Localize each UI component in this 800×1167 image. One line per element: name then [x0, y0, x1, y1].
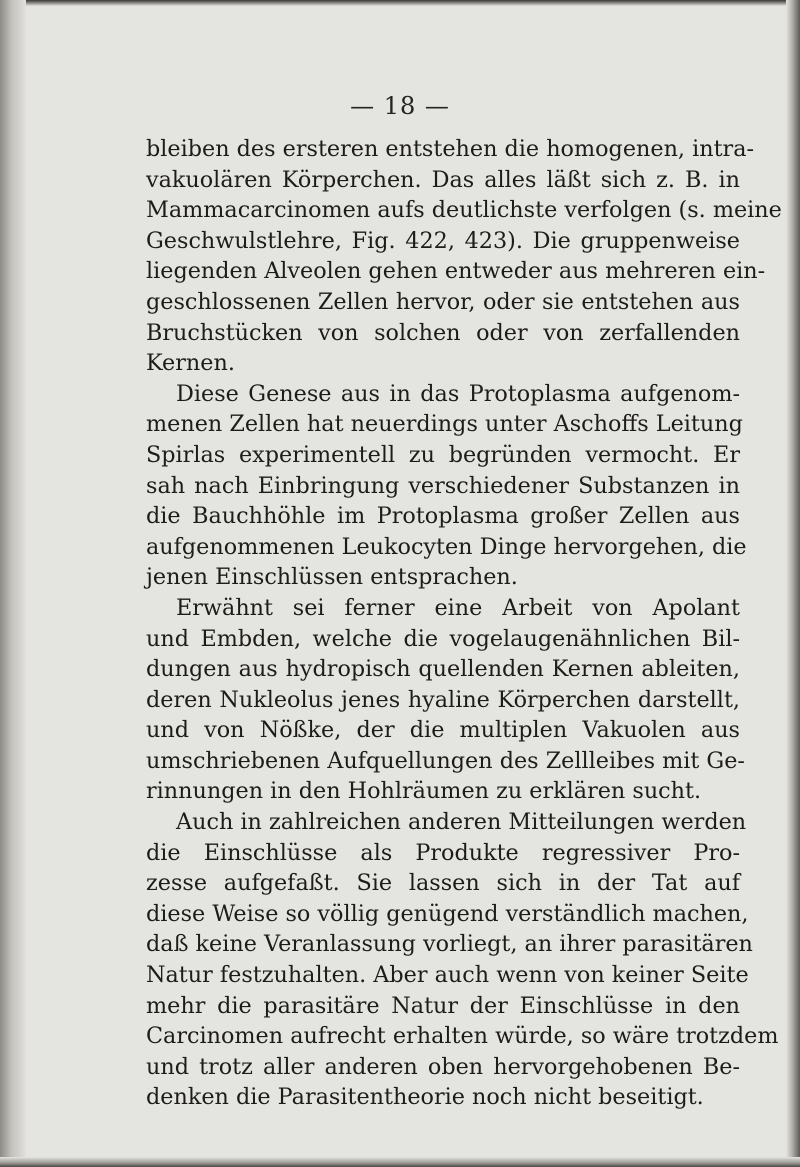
text-line: menen Zellen hat neuerdings unter Aschoffs Leitung	[146, 411, 743, 438]
text-line: dungen aus hydropisch quellenden Kernen ableiten,	[146, 656, 740, 683]
text-line: diese Weise so völlig genügend verständlich machen,	[146, 900, 749, 927]
page-bottom-edge	[0, 1157, 800, 1167]
text-line: aufgenommenen Leukocyten Dinge hervorgehen, die	[146, 533, 747, 560]
text-line: daß keine Veranlassung vorliegt, an ihrer parasitären	[146, 931, 753, 958]
text-line: vakuolären Körperchen. Das alles läßt sich z. B. in	[146, 166, 740, 193]
text-line: geschlossenen Zellen hervor, oder sie entstehen aus	[146, 288, 740, 315]
text-line: und von Nößke, der die multiplen Vakuolen aus	[146, 717, 740, 744]
text-line: mehr die parasitäre Natur der Einschlüsse in den	[146, 992, 740, 1019]
paragraph	[146, 593, 745, 807]
text-line: deren Nukleolus jenes hyaline Körperchen darstellt,	[146, 686, 740, 713]
text-line: Geschwulstlehre, Fig. 422, 423). Die gruppenweise	[146, 227, 740, 254]
text-line: umschriebenen Aufquellungen des Zellleibes mit Ge-	[146, 747, 745, 774]
text-line: Spirlas experimentell zu begründen vermocht. Er	[146, 441, 740, 468]
text-line: und trotz aller anderen oben hervorgehobenen Be-	[146, 1053, 740, 1080]
page-left-edge	[0, 0, 26, 1167]
body-text	[146, 134, 782, 1113]
page-right-edge	[786, 0, 800, 1167]
text-line: rinnungen in den Hohlräumen zu erklären sucht.	[146, 778, 702, 805]
text-line: und Embden, welche die vogelaugenähnlichen Bil-	[146, 625, 740, 652]
text-line: zesse aufgefaßt. Sie lassen sich in der Tat auf	[146, 870, 740, 897]
text-line: Diese Genese aus in das Protoplasma aufgenom-	[176, 380, 740, 407]
text-line: Natur festzuhalten. Aber auch wenn von keiner Seite	[146, 962, 749, 989]
text-line: Kernen.	[146, 350, 235, 377]
paragraph	[146, 807, 779, 1113]
paragraph	[146, 134, 782, 379]
text-line: Mammacarcinomen aufs deutlichste verfolgen (s. meine	[146, 197, 782, 224]
text-line: sah nach Einbringung verschiedener Substanzen in	[146, 472, 740, 499]
text-line: Carcinomen aufrecht erhalten würde, so wäre trotzdem	[146, 1023, 779, 1050]
text-line: bleiben des ersteren entstehen die homogenen, intra-	[146, 136, 755, 162]
text-line: denken die Parasitentheorie noch nicht beseitigt.	[146, 1084, 704, 1111]
text-line: liegenden Alveolen gehen entweder aus mehreren ein-	[146, 258, 766, 285]
text-line: jenen Einschlüssen entsprachen.	[146, 564, 518, 591]
text-line: Bruchstücken von solchen oder von zerfallenden	[146, 319, 740, 346]
text-line: die Bauchhöhle im Protoplasma großer Zellen aus	[146, 503, 740, 530]
text-line: die Einschlüsse als Produkte regressiver Pro-	[146, 839, 740, 866]
page-number: — 18 —	[350, 92, 450, 120]
text-line: Auch in zahlreichen anderen Mitteilungen werden	[176, 809, 747, 836]
text-line: Erwähnt sei ferner eine Arbeit von Apolant	[176, 594, 740, 621]
page-top-edge	[0, 0, 800, 6]
paragraph	[146, 379, 747, 593]
